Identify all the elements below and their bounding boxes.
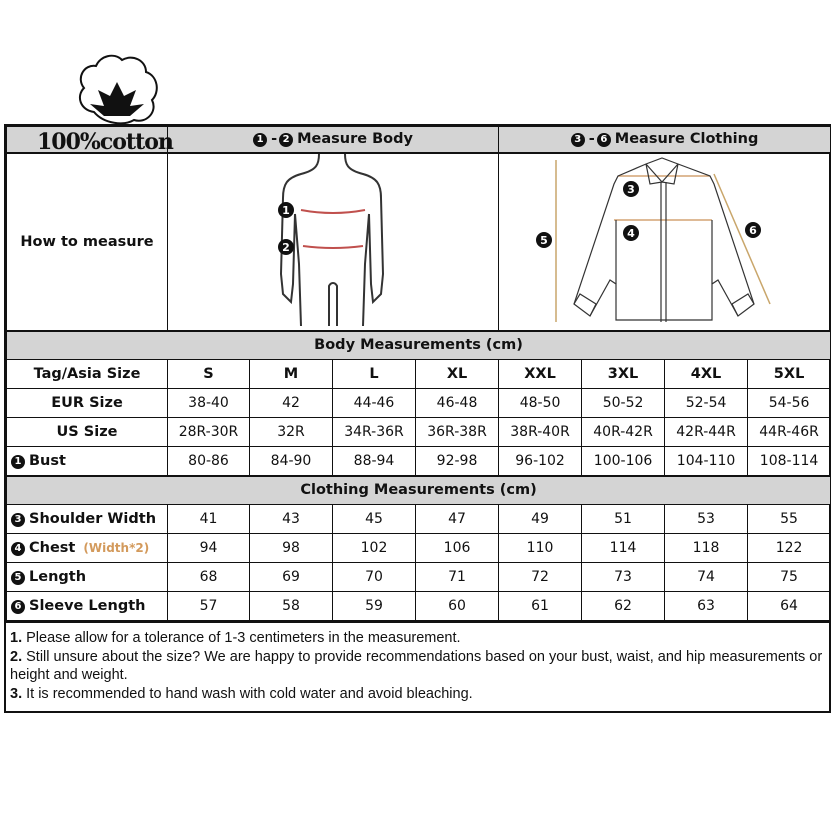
row-label: EUR Size [7,389,168,418]
cell: S [168,360,250,389]
marker-4-icon: 4 [11,542,25,556]
cell: L [333,360,416,389]
cell: 51 [582,505,665,534]
table-row-chest [7,534,831,563]
body-figure-cell [168,153,499,331]
body-figure-illustration [173,154,493,326]
size-chart [4,124,831,713]
cell: 41 [168,505,250,534]
cell: 43 [250,505,333,534]
table-row-us-size [7,418,831,447]
cell: 59 [333,592,416,621]
illustration-row [7,153,831,331]
cell: 48-50 [499,389,582,418]
cell: 70 [333,563,416,592]
cell: 96-102 [499,447,582,476]
row-label: US Size [7,418,168,447]
marker-5-icon: 5 [11,571,25,585]
cell: 98 [250,534,333,563]
row-label: Tag/Asia Size [7,360,168,389]
cell: 42 [250,389,333,418]
table-row-sleeve [7,592,831,621]
cell: 94 [168,534,250,563]
cell: 100-106 [582,447,665,476]
marker-2-icon: 2 [279,133,293,147]
shirt-marker-5: 5 [539,233,548,247]
cell: 49 [499,505,582,534]
cell: 28R-30R [168,418,250,447]
cell: 102 [333,534,416,563]
notes-section [6,621,829,711]
cell: 34R-36R [333,418,416,447]
row-label: 4 Chest (Width*2) [7,534,168,563]
cell: 61 [499,592,582,621]
cotton-badge: 100%cotton [37,129,173,155]
body-section-header [7,331,831,360]
row-label: 5 Length [7,563,168,592]
cell: 50-52 [582,389,665,418]
marker-3-icon: 3 [11,513,25,527]
cell: 44R-46R [748,418,831,447]
note-2: 2. Still unsure about the size? We are happy to provide recommendations based on your bust, waist, and hip measurements or height and weight. [10,648,823,683]
cell: 73 [582,563,665,592]
header-corner [7,127,173,155]
cell: 47 [416,505,499,534]
cell: 114 [582,534,665,563]
cell: XL [416,360,499,389]
cell: 36R-38R [416,418,499,447]
cell: 84-90 [250,447,333,476]
cotton-boll-icon [74,52,160,126]
cell: 32R [250,418,333,447]
shirt-figure-cell [499,153,831,331]
row-label: 1 Bust [7,447,168,476]
cell: 58 [250,592,333,621]
cell: 53 [665,505,748,534]
cell: 122 [748,534,831,563]
cell: XXL [499,360,582,389]
cell: 57 [168,592,250,621]
cell: 45 [333,505,416,534]
marker-6-icon: 6 [11,600,25,614]
row-label: 6 Sleeve Length [7,592,168,621]
row-label: 3 Shoulder Width [7,505,168,534]
table-row-shoulder [7,505,831,534]
cell: 106 [416,534,499,563]
chest-note: (Width*2) [83,541,150,555]
marker-1-icon: 1 [11,455,25,469]
body-measurements-title: Body Measurements (cm) [7,331,831,360]
cell: 4XL [665,360,748,389]
cell: 5XL [748,360,831,389]
measure-clothing-header: 3 - 6 Measure Clothing [499,127,831,153]
cell: 38-40 [168,389,250,418]
cell: 69 [250,563,333,592]
shirt-figure-illustration [500,154,830,326]
cell: 40R-42R [582,418,665,447]
cell: M [250,360,333,389]
cell: 71 [416,563,499,592]
note-1: 1. Please allow for a tolerance of 1-3 centimeters in the measurement. [10,630,461,646]
cell: 74 [665,563,748,592]
cell: 104-110 [665,447,748,476]
cell: 44-46 [333,389,416,418]
table-row-bust [7,447,831,476]
cell: 110 [499,534,582,563]
marker-3-icon: 3 [571,133,585,147]
cell: 80-86 [168,447,250,476]
cell: 38R-40R [499,418,582,447]
clothing-section-header [7,476,831,505]
how-to-measure-label: How to measure [7,153,168,331]
marker-6-icon: 6 [597,133,611,147]
table-row-tag-size [7,360,831,389]
shirt-marker-6: 6 [748,223,757,237]
shirt-marker-3: 3 [626,182,635,196]
note-3: 3. It is recommended to hand wash with cold water and avoid bleaching. [10,685,473,702]
cell: 68 [168,563,250,592]
cell: 55 [748,505,831,534]
table-row-length [7,563,831,592]
cell: 75 [748,563,831,592]
cell: 92-98 [416,447,499,476]
clothing-measurements-title: Clothing Measurements (cm) [7,476,831,505]
shirt-marker-4: 4 [626,226,635,240]
header-row [7,127,831,153]
body-marker-2: 2 [282,240,290,254]
marker-1-icon: 1 [253,133,267,147]
cell: 63 [665,592,748,621]
cell: 64 [748,592,831,621]
cell: 42R-44R [665,418,748,447]
cell: 60 [416,592,499,621]
cell: 88-94 [333,447,416,476]
cell: 62 [582,592,665,621]
cell: 72 [499,563,582,592]
cell: 118 [665,534,748,563]
cell: 52-54 [665,389,748,418]
cell: 46-48 [416,389,499,418]
cell: 108-114 [748,447,831,476]
cell: 3XL [582,360,665,389]
measure-body-header: 1 - 2 Measure Body [168,127,499,153]
cell: 54-56 [748,389,831,418]
table-row-eur-size [7,389,831,418]
body-marker-1: 1 [282,203,290,217]
